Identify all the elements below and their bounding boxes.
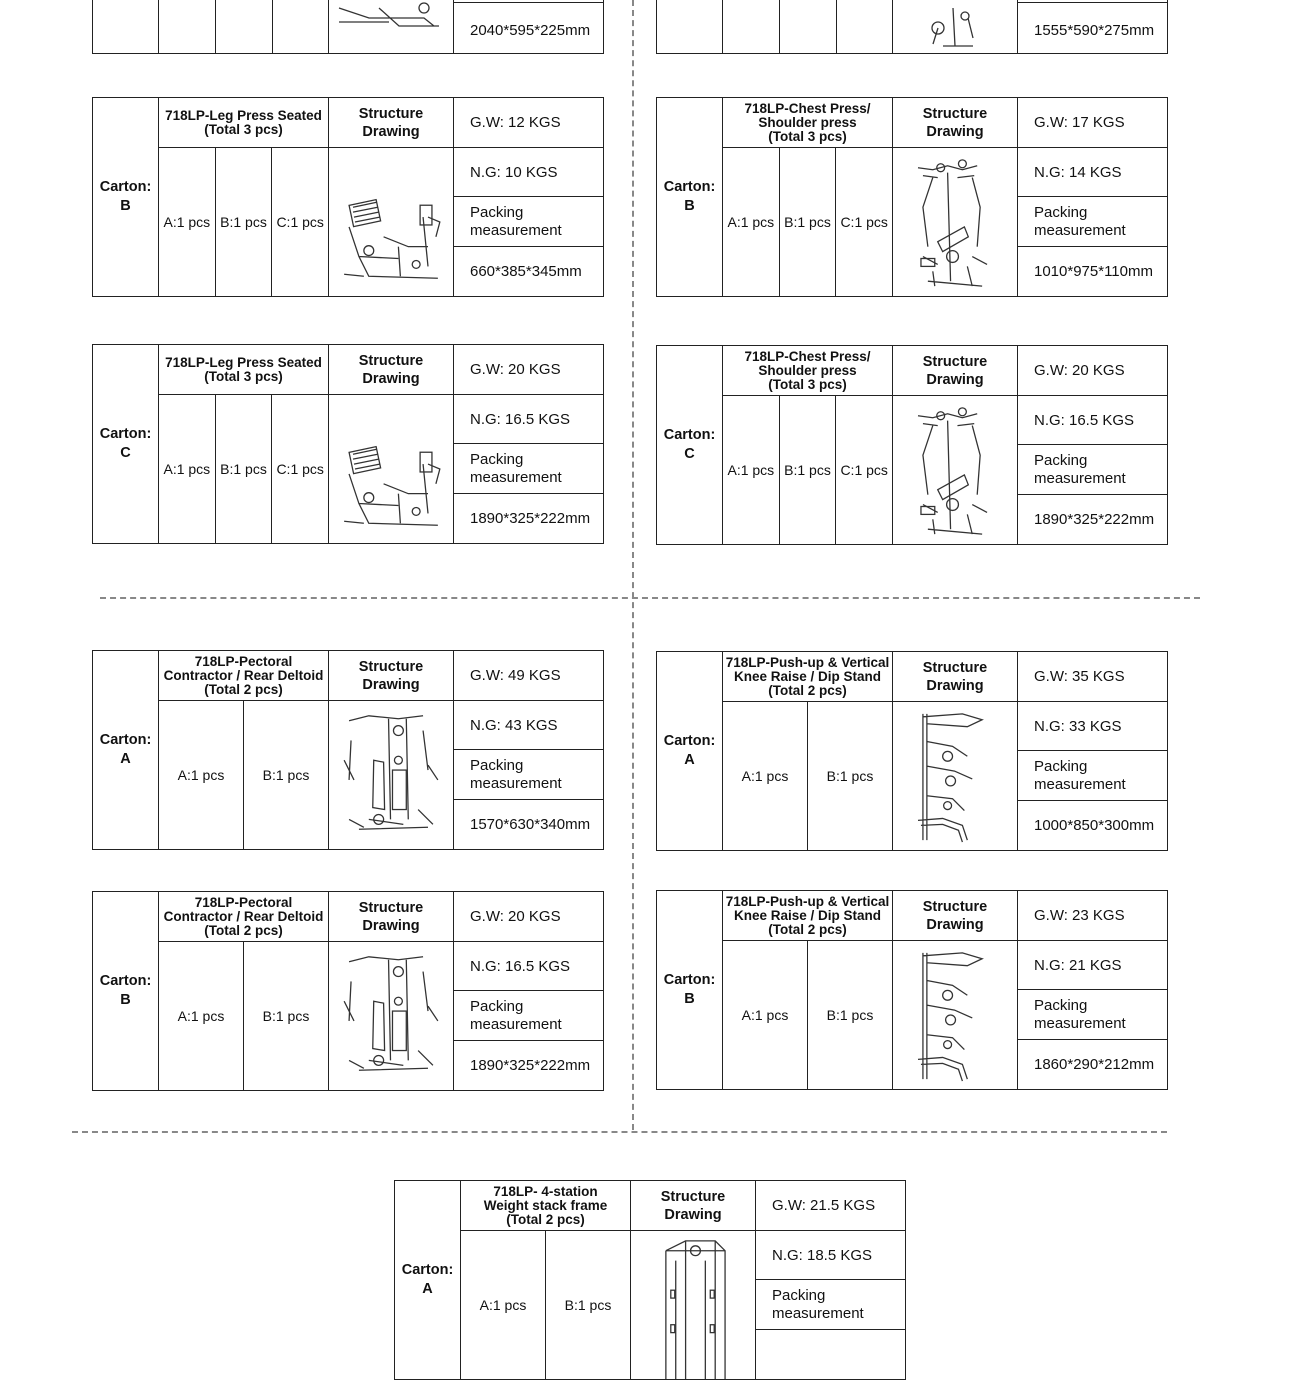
packing-label-line: Packing: [1034, 996, 1088, 1014]
packing-card-partial: [92, 0, 604, 54]
carton-label: Carton:: [401, 1262, 454, 1278]
structure-drawing-header: [631, 1181, 756, 1231]
structure-drawing: [631, 1231, 756, 1379]
packing-label-line: Packing: [1034, 203, 1088, 221]
carton-label: Carton:: [663, 179, 716, 195]
structure-drawing: [329, 942, 454, 1090]
carton-label: Carton:: [99, 426, 152, 442]
structure-drawing-header: [893, 98, 1018, 148]
packing-dimensions: 1570*630*340mm: [470, 816, 591, 833]
part-count: A:1 pcs: [159, 942, 244, 1090]
product-title-line: Shoulder press: [758, 114, 857, 130]
packing-measurement-label: [1018, 990, 1167, 1040]
product-title-line: (Total 3 pcs): [204, 121, 283, 137]
structure-drawing: [329, 395, 454, 543]
leg-press-drawing-icon: [329, 148, 453, 296]
horizontal-divider: [100, 597, 1200, 599]
structure-drawing: [329, 0, 454, 53]
packing-label-line: Packing: [470, 203, 524, 221]
part-count: A:1 pcs: [723, 702, 808, 850]
product-title-line: Knee Raise / Dip Stand: [733, 668, 882, 684]
parts-row: [723, 702, 893, 850]
packing-label-line: Packing: [1034, 757, 1088, 775]
net-weight: N.G: 16.5 KGS: [1018, 396, 1167, 445]
part-count: A:1 pcs: [723, 148, 780, 296]
structure-drawing-header: [893, 346, 1018, 396]
net-weight: N.G: 33 KGS: [1018, 702, 1167, 751]
product-title-line: (Total 3 pcs): [768, 128, 847, 144]
packing-label-line: Packing: [470, 756, 524, 774]
carton-cell: [93, 892, 159, 1090]
part-count: B:1 pcs: [216, 395, 273, 543]
product-title-line: 718LP-Push-up & Vertical: [725, 893, 890, 909]
pectoral-drawing-icon: [329, 701, 453, 849]
product-title-line: 718LP- 4-station: [493, 1183, 598, 1199]
part-count: B:1 pcs: [826, 768, 874, 784]
structure-drawing-header: [893, 652, 1018, 702]
part-count: C:1 pcs: [276, 461, 324, 477]
packing-card-partial: [656, 0, 1168, 54]
packing-label-line: measurement: [1034, 775, 1126, 793]
product-title: [723, 346, 893, 396]
part-count: A:1 pcs: [159, 395, 216, 543]
structure-drawing-label: Drawing: [926, 123, 984, 140]
structure-drawing-label: Drawing: [926, 677, 984, 694]
structure-drawing: [893, 148, 1018, 296]
structure-drawing: [893, 702, 1018, 850]
part-count: A:1 pcs: [723, 396, 780, 544]
net-weight: N.G: 10 KGS: [454, 148, 603, 197]
structure-drawing-label: Structure: [358, 105, 424, 122]
product-title: [723, 98, 893, 148]
structure-drawing-label: Drawing: [362, 123, 420, 140]
structure-drawing: [329, 701, 454, 849]
gross-weight: G.W: 20 KGS: [1018, 346, 1167, 396]
product-title: [723, 652, 893, 702]
product-title-line: Knee Raise / Dip Stand: [733, 907, 882, 923]
gross-weight: G.W: 17 KGS: [1018, 98, 1167, 148]
packing-dimensions: 1860*290*212mm: [1034, 1056, 1155, 1073]
carton-letter: C: [684, 446, 695, 462]
packing-measurement-label: [756, 1280, 905, 1330]
structure-drawing: [893, 941, 1018, 1089]
chest-press-drawing-icon: [893, 148, 1017, 296]
carton-cell: [395, 1181, 461, 1379]
packing-card: [92, 344, 604, 544]
carton-cell: [93, 345, 159, 543]
parts-row: [159, 395, 329, 543]
parts-row: [723, 396, 893, 544]
structure-drawing-label: Structure: [922, 898, 988, 915]
structure-drawing-label: Structure: [922, 659, 988, 676]
structure-drawing-label: Structure: [660, 1188, 726, 1205]
net-weight: N.G: 21 KGS: [1018, 941, 1167, 990]
packing-label-line: measurement: [1034, 1014, 1126, 1032]
product-title: [159, 345, 329, 395]
carton-cell: [657, 652, 723, 850]
product-title-line: 718LP-Push-up & Vertical: [725, 654, 890, 670]
part-count: B:1 pcs: [262, 1008, 310, 1024]
carton-letter: A: [684, 752, 695, 768]
part-count: B:1 pcs: [826, 1007, 874, 1023]
structure-drawing-label: Drawing: [362, 370, 420, 387]
structure-drawing: [893, 0, 1018, 53]
carton-label: Carton:: [99, 973, 152, 989]
product-title-line: (Total 2 pcs): [768, 682, 847, 698]
part-count: B:1 pcs: [262, 767, 310, 783]
packing-measurement-label: [454, 991, 603, 1041]
part-count: B:1 pcs: [780, 396, 837, 544]
part-count: A:1 pcs: [159, 148, 216, 296]
product-title: [159, 892, 329, 942]
structure-drawing-header: [329, 98, 454, 148]
product-title-line: (Total 2 pcs): [204, 922, 283, 938]
part-count: C:1 pcs: [840, 214, 888, 230]
gross-weight: G.W: 21.5 KGS: [756, 1181, 905, 1231]
packing-label-line: measurement: [470, 1015, 562, 1033]
product-title: [159, 651, 329, 701]
structure-drawing-header: [329, 651, 454, 701]
horizontal-divider: [72, 1131, 1167, 1133]
product-title-line: Weight stack frame: [483, 1197, 608, 1213]
product-title-line: (Total 2 pcs): [768, 921, 847, 937]
gross-weight: G.W: 49 KGS: [454, 651, 603, 701]
packing-card: [656, 890, 1168, 1090]
packing-dimensions: 1890*325*222mm: [1034, 511, 1155, 528]
structure-drawing-label: Structure: [358, 658, 424, 675]
carton-label: Carton:: [99, 179, 152, 195]
carton-cell: [657, 98, 723, 296]
carton-letter: B: [120, 992, 131, 1008]
part-count: B:1 pcs: [564, 1297, 612, 1313]
product-title-line: (Total 2 pcs): [204, 681, 283, 697]
packing-label-line: Packing: [772, 1286, 826, 1304]
structure-drawing-label: Structure: [358, 352, 424, 369]
packing-dimensions: 2040*595*225mm: [470, 22, 591, 39]
dip-stand-drawing-icon: [893, 941, 1017, 1089]
structure-drawing-label: Drawing: [926, 916, 984, 933]
weight-stack-frame-drawing-icon: [631, 1231, 755, 1379]
packing-label-line: Packing: [470, 450, 524, 468]
packing-label-line: measurement: [470, 774, 562, 792]
product-title-line: Contractor / Rear Deltoid: [163, 908, 324, 924]
structure-drawing-label: Drawing: [362, 676, 420, 693]
structure-drawing-header: [893, 891, 1018, 941]
packing-dimensions: 660*385*345mm: [470, 263, 582, 280]
packing-label-line: Packing: [1034, 451, 1088, 469]
structure-drawing-label: Drawing: [362, 917, 420, 934]
packing-measurement-label: [454, 197, 603, 247]
packing-measurement-label: [454, 444, 603, 494]
parts-row: [723, 941, 893, 1089]
packing-dimensions: 1000*850*300mm: [1034, 817, 1155, 834]
gross-weight: G.W: 20 KGS: [454, 345, 603, 395]
net-weight: N.G: 18.5 KGS: [756, 1231, 905, 1280]
packing-dimensions: 1555*590*275mm: [1034, 22, 1155, 39]
product-title-line: 718LP-Leg Press Seated: [165, 354, 322, 370]
structure-drawing-header: [329, 345, 454, 395]
gross-weight: G.W: 35 KGS: [1018, 652, 1167, 702]
carton-label: Carton:: [99, 732, 152, 748]
product-title: [159, 98, 329, 148]
net-weight: N.G: 14 KGS: [1018, 148, 1167, 197]
carton-letter: B: [120, 198, 131, 214]
packing-label-line: measurement: [470, 221, 562, 239]
structure-drawing: [893, 396, 1018, 544]
carton-cell: [657, 891, 723, 1089]
structure-drawing: [329, 148, 454, 296]
net-weight: N.G: 16.5 KGS: [454, 942, 603, 991]
packing-card: [656, 345, 1168, 545]
pectoral-drawing-icon: [329, 942, 453, 1090]
packing-card: [92, 97, 604, 297]
dip-stand-drawing-icon: [893, 702, 1017, 850]
gross-weight: G.W: 12 KGS: [454, 98, 603, 148]
gross-weight: G.W: 20 KGS: [454, 892, 603, 942]
packing-dimensions: 1010*975*110mm: [1034, 263, 1153, 280]
carton-letter: B: [684, 198, 695, 214]
net-weight: N.G: 43 KGS: [454, 701, 603, 750]
parts-row: [159, 942, 329, 1090]
packing-measurement-label: [454, 750, 603, 800]
carton-label: Carton:: [663, 427, 716, 443]
packing-label-line: Packing: [470, 997, 524, 1015]
structure-drawing-label: Drawing: [926, 371, 984, 388]
packing-card: [656, 97, 1168, 297]
product-title-line: (Total 3 pcs): [768, 376, 847, 392]
part-count: A:1 pcs: [461, 1231, 546, 1379]
parts-row: [159, 701, 329, 849]
product-title-line: (Total 2 pcs): [506, 1211, 585, 1227]
packing-card: [656, 651, 1168, 851]
packing-card: [92, 891, 604, 1091]
carton-cell: [657, 346, 723, 544]
product-title-line: Shoulder press: [758, 362, 857, 378]
packing-label-line: measurement: [1034, 469, 1126, 487]
structure-drawing-label: Drawing: [664, 1206, 722, 1223]
carton-letter: B: [684, 991, 695, 1007]
product-title-line: (Total 3 pcs): [204, 368, 283, 384]
carton-letter: A: [120, 751, 131, 767]
carton-cell: [93, 98, 159, 296]
product-title-line: 718LP-Chest Press/: [744, 348, 871, 364]
part-count: A:1 pcs: [723, 941, 808, 1089]
structure-drawing-label: Structure: [922, 105, 988, 122]
packing-label-line: measurement: [772, 1304, 864, 1322]
packing-measurement-label: [1018, 445, 1167, 495]
parts-row: [723, 148, 893, 296]
product-title: [723, 891, 893, 941]
packing-dimensions: [756, 1330, 905, 1379]
parts-row: [159, 148, 329, 296]
part-count: C:1 pcs: [840, 462, 888, 478]
product-title-line: Contractor / Rear Deltoid: [163, 667, 324, 683]
part-count: B:1 pcs: [780, 148, 837, 296]
product-title-line: 718LP-Pectoral: [194, 894, 293, 910]
product-title-line: 718LP-Chest Press/: [744, 100, 871, 116]
packing-dimensions: 1890*325*222mm: [470, 1057, 591, 1074]
carton-label: Carton:: [663, 733, 716, 749]
part-count: A:1 pcs: [159, 701, 244, 849]
product-title: [461, 1181, 631, 1231]
structure-drawing-header: [329, 892, 454, 942]
packing-measurement-label: [1018, 197, 1167, 247]
packing-card: [92, 650, 604, 850]
product-title-line: 718LP-Leg Press Seated: [165, 107, 322, 123]
carton-label: Carton:: [663, 972, 716, 988]
leg-press-drawing-icon: [329, 395, 453, 543]
packing-dimensions: 1890*325*222mm: [470, 510, 591, 527]
structure-drawing-label: Structure: [358, 899, 424, 916]
parts-row: [461, 1231, 631, 1379]
structure-drawing-label: Structure: [922, 353, 988, 370]
gross-weight: G.W: 23 KGS: [1018, 891, 1167, 941]
product-title-line: 718LP-Pectoral: [194, 653, 293, 669]
packing-label-line: measurement: [1034, 221, 1126, 239]
net-weight: N.G: 16.5 KGS: [454, 395, 603, 444]
packing-label-line: measurement: [470, 468, 562, 486]
vertical-divider: [632, 0, 634, 1130]
packing-card: [394, 1180, 906, 1380]
carton-cell: [93, 651, 159, 849]
carton-letter: C: [120, 445, 131, 461]
carton-letter: A: [422, 1281, 433, 1297]
part-count: B:1 pcs: [216, 148, 273, 296]
chest-press-drawing-icon: [893, 396, 1017, 544]
part-count: C:1 pcs: [276, 214, 324, 230]
packing-measurement-label: [1018, 751, 1167, 801]
